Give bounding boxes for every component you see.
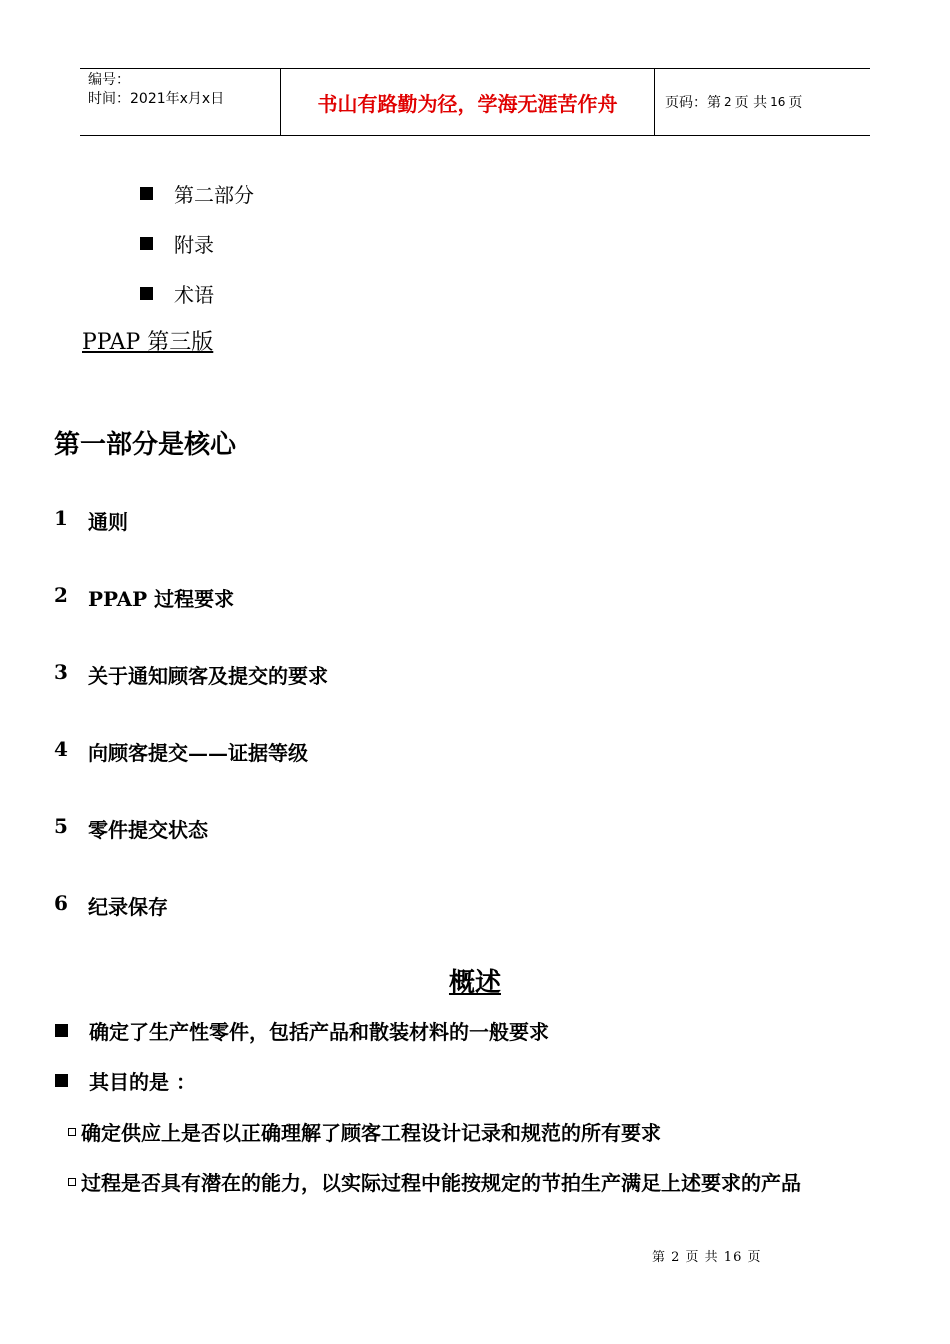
list-item [140, 179, 254, 208]
overview-bullet [55, 1016, 549, 1045]
list-item [140, 229, 214, 258]
toc-text: PPAP 过程要求 [88, 587, 235, 611]
sub-bullet [68, 1117, 661, 1146]
toc-number: 2 [54, 583, 68, 607]
header-motto-cell [281, 69, 655, 135]
page-footer: 第 2 页 共 16 页 [652, 1250, 762, 1265]
square-bullet-icon [55, 1024, 68, 1037]
overview-bullet [55, 1066, 196, 1095]
code-label: 编号： [88, 72, 130, 88]
date-label: 时间：2021年x月x日 [88, 91, 225, 107]
toc-text: 纪录保存 [88, 895, 168, 919]
toc-item [54, 814, 208, 843]
toc-item [54, 506, 128, 535]
page-mid: 页 共 [734, 95, 768, 111]
list-item-text: 附录 [174, 233, 214, 257]
page-suffix: 页 [788, 95, 803, 111]
page-total: 16 [770, 95, 786, 109]
list-item [140, 279, 214, 308]
header-table [80, 68, 870, 136]
page-number: 2 [724, 95, 732, 109]
page-prefix: 页码：第 [665, 95, 721, 111]
toc-number: 3 [54, 660, 68, 684]
toc-item [54, 660, 328, 689]
list-item-text: 第二部分 [174, 183, 254, 207]
overview-bullet-text: 其目的是 ： [89, 1070, 196, 1094]
toc-item [54, 891, 168, 920]
toc-item [54, 737, 308, 766]
header-page-info [655, 69, 870, 135]
square-bullet-icon [140, 187, 153, 200]
sub-bullet [68, 1167, 801, 1196]
square-bullet-icon [140, 287, 153, 300]
ppap-link-title[interactable]: PPAP 第三版 [82, 330, 214, 355]
overview-title: 概述 [448, 968, 501, 998]
square-bullet-icon [55, 1074, 68, 1087]
header-motto: 书山有路勤为径，学海无涯苦作舟 [317, 91, 618, 116]
toc-text: 向顾客提交——证据等级 [88, 741, 308, 765]
toc-number: 1 [54, 506, 68, 530]
toc-item [54, 583, 234, 612]
toc-number: 6 [54, 891, 68, 915]
section-title: 第一部分是核心 [54, 430, 237, 460]
hollow-square-bullet-icon [68, 1178, 76, 1186]
toc-text: 关于通知顾客及提交的要求 [88, 664, 328, 688]
toc-text: 零件提交状态 [88, 818, 208, 842]
sub-bullet-text: 确定供应上是否以正确理解了顾客工程设计记录和规范的所有要求 [81, 1121, 661, 1145]
header-meta [80, 69, 281, 135]
overview-bullet-text: 确定了生产性零件，包括产品和散装材料的一般要求 [89, 1020, 549, 1044]
hollow-square-bullet-icon [68, 1128, 76, 1136]
toc-text: 通则 [88, 510, 128, 534]
toc-number: 4 [54, 737, 68, 761]
toc-number: 5 [54, 814, 68, 838]
square-bullet-icon [140, 237, 153, 250]
sub-bullet-text: 过程是否具有潜在的能力，以实际过程中能按规定的节拍生产满足上述要求的产品 [81, 1171, 801, 1195]
list-item-text: 术语 [174, 283, 214, 307]
